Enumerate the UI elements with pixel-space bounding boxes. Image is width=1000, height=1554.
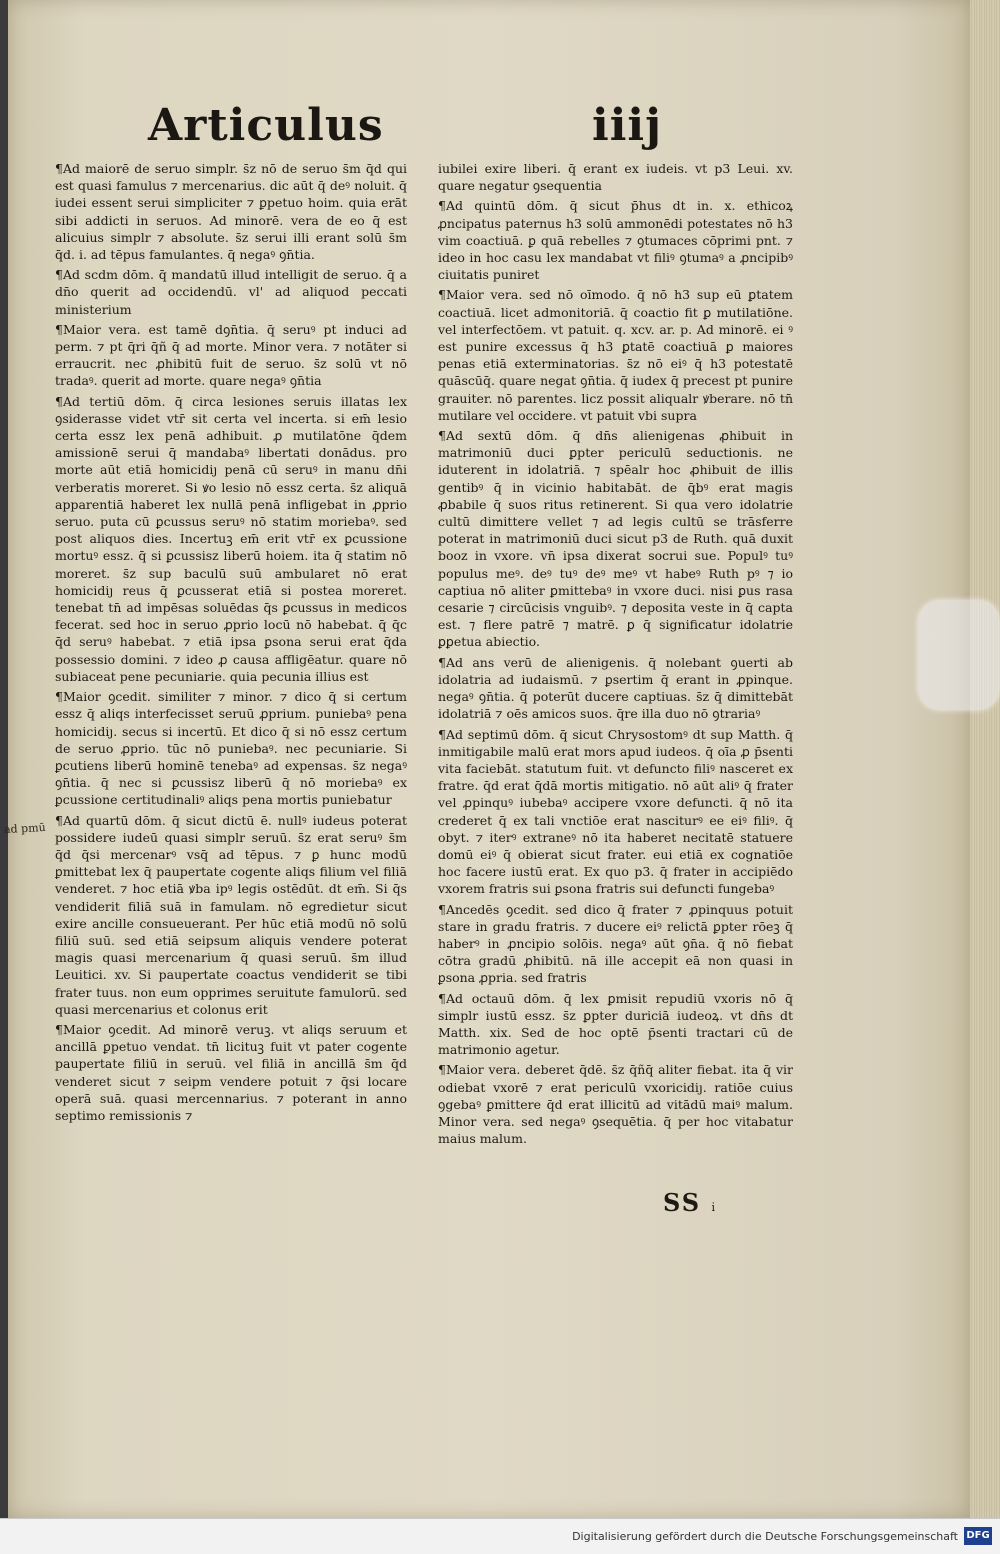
scan-background-left [0, 0, 8, 1553]
paragraph: ¶Ad tertiū dōm. q̄ circa lesiones seruis illatas lex ꝯsiderasse videt vtr̄ sit certa vel incerta. si em̄ lesio certa essz lex penā adhibuit. ꝓ mutilatōne q̄dem amissionē serui q̄ mandabaꝰ libertati donādus. pro morte aūt etiā homicidiȷ penā cū seruꝰ in manu dn̄i verberatis moreret. Si ꝟo lesio nō essz certa. s̄z aliquā apparentiā haberet lex nullā penā infligebat in ꝓprio seruo. puta cū ꝑcussus seruꝰ nō statim moriebaꝰ. sed post aliquos dies. Incertuꝫ em̄ erit vtr̄ ex ꝑcussione mortuꝰ essz. q̄ si ꝑcussisz liberū hoiem. ita q̄ statim nō moreret. s̄z sup baculū suū ambularet nō erat homicidiȷ reus q̄ ꝑcusserat etiā si postea moreret. tenebat tn̄ ad impēsas soluēdas q̄s ꝑcussus in medicos fecerat. sed hoc in seruo ꝓprio locū nō habebat. q̄ q̄c q̄d seruꝰ habebat. ⁊ etiā ipsa ꝑsona serui erat q̄da possessio domini. ⁊ ideo ꝓ causa affligēatur. quare nō subiaceat pene pecuniarie. quia pecunia illius est [55, 393, 407, 684]
transparent-bookmark [918, 600, 1000, 710]
text-column-right [438, 160, 793, 1150]
running-head-left: Articulus [148, 100, 384, 151]
paragraph: ¶Maior ꝯcedit. similiter ⁊ minor. ⁊ dico q̄ si certum essz q̄ aliqs interfecisset seruū ꝓprium. puniebaꝰ pena homicidiȷ. secus si incertū. Et dico q̄ si nō essz certum de seruo ꝓprio. tūc nō puniebaꝰ. nec pecuniarie. Si ꝑcutiens liberū hominē tenebaꝰ ad expensas. s̄z negaꝰ ꝯn̄tia. q̄ nec si ꝑcussisz liberū q̄ nō moriebaꝰ ex ꝑcussione certitudinaliꝰ aliqs pena mortis puniebatur [55, 689, 407, 808]
dfg-logo: DFG [964, 1527, 992, 1545]
paragraph: ¶Ad sextū dōm. q̄ dn̄s alienigenas ꝓhibuit in matrimoniū duci ꝑpter periculū seductionis. ne iduterent in idolatriā. ⁊ spēalr hoc ꝓhibuit de illis gentibꝰ q̄ in vicinio habitabāt. de q̄bꝰ erat magis ꝓbabile q̄ suos ritus retinerent. Si qua vero idolatrie cultū dimittere vellet ⁊ ad legis cultū se trāsferre poterat in matrimoniū duci sicut p3 de Ruth. quā duxit booz in vxore. vn̄ ipsa dixerat socrui sue. Populꝰ tuꝰ populus meꝰ. deꝰ tuꝰ deꝰ meꝰ vt habeꝰ Ruth pꝰ ⁊ io captiua nō aliter ꝑmittebaꝰ in vxore duci. nisi ꝑus rasa cesarie ⁊ circūcisis vnguibꝰ. ⁊ deposita veste in q̄ capta est. ⁊ flere patrē ⁊ matrē. ꝑ q̄ significatur idolatrie ꝑꝑetua abiectio. [438, 428, 793, 650]
paragraph: ¶Ad quartū dōm. q̄ sicut dictū ē. nullꝰ iudeus poterat possidere iudeū quasi simplr seruū. s̄z erat seruꝰ s̄m q̄d q̄si mercenarꝰ vsq̄ ad tēpus. ⁊ ꝑ hunc modū ꝑmittebat lex q̄ paupertate cogente aliqs filium vel filiā venderet. ⁊ hoc etiā ꝟba ipꝰ legis ostēdūt. dt em̄. Si q̄s vendiderit filiā suā in famulam. nō egredietur sicut exire ancille consueuerant. Per hūc etiā modū nō solū filiū suū. sed etiā seipsum aliquis vendere poterat magis quasi mercenarium q̄ quasi seruū. s̄m illud Leuitici. xv. Si paupertate coactus vendiderit se tibi frater tuus. non eum opprimes seruitute famulorū. sed quasi mercenarius et colonus erit [55, 812, 407, 1017]
paragraph: ¶Ad septimū dōm. q̄ sicut Chrysostomꝰ dt sup Matth. q̄ inmitigabile malū erat mors apud iudeos. q̄ oīa ꝓ p̄senti vita faciebāt. statutum fuit. vt defuncto filiꝰ nasceret ex fratre. q̄d erat q̄dā mortis mitigatio. nō aūt aliꝰ q̄ frater vel ꝓpinquꝰ iubebaꝰ accipere vxore defuncti. q̄ nō ita crederet q̄ ex tali vnctiōe erat nasciturꝰ ee eiꝰ filiꝰ. q̄ obyt. ⁊ iterꝰ extraneꝰ nō ita haberet necitatē statuere domū eiꝰ q̄ obierat sicut frater. eui etiā ex cognatiōe hoc facere iustū erat. Ex quo p3. q̄ frater in accipiēdo vxorem fratris sui ꝑsona fratris sui defuncti fungebaꝰ [438, 726, 793, 897]
signature-letters: SS [663, 1188, 702, 1217]
paragraph: ¶Ad scdm dōm. q̄ mandatū illud intelligit de seruo. q̄ a dn̄o querit ad occidendū. vl' ad aliquod peccati ministerium [55, 267, 407, 317]
footer-credit: Digitalisierung gefördert durch die Deutsche Forschungsgemeinschaft [572, 1530, 958, 1543]
paragraph: ¶Maior vera. est tamē dꝯn̄tia. q̄ seruꝰ pt induci ad perm. ⁊ pt q̄ri q̄ñ q̄ ad morte. Minor vera. ⁊ notāter si erraucrit. nec ꝓhibitū fuit de seruo. s̄z solū vt nō tradaꝰ. querit ad morte. quare negaꝰ ꝯn̄tia [55, 321, 407, 389]
paragraph: ¶Ad octauū dōm. q̄ lex ꝑmisit repudiū vxoris nō q̄ simplr iustū essz. s̄z ꝑpter duriciā iudeoꝝ. vt dn̄s dt Matth. xix. Sed de hoc optē p̄senti tractari cū de matrimonio agetur. [438, 990, 793, 1058]
paragraph: ¶Ad ans verū de alienigenis. q̄ nolebant ꝯuerti ab idolatria ad iudaismū. ⁊ ꝑsertim q̄ erant in ꝓpinque. negaꝰ ꝯn̄tia. q̄ poterūt ducere captiuas. s̄z q̄ dimittebāt idolatriā ⁊ oēs amicos suos. q̄re illa duo nō ꝯtrariaꝰ [438, 654, 793, 722]
page-stack-edge [970, 0, 1000, 1518]
signature-mark [663, 1188, 715, 1217]
running-head-right: iiij [592, 100, 663, 151]
margin-note: ad pmū [3, 820, 46, 837]
paragraph: ¶Maior vera. sed nō oīmodo. q̄ nō h3 sup eū ꝑtatem coactiuā. licet admonitoriā. q̄ coactio fit ꝑ mutilatiōne. vel interfectōem. vt patuit. q. xcv. ar. p. Ad minorē. ei ꝰ est punire excessus q̄ h3 ꝑtatē coactiuā ꝑ maiores penas etiā exterminatorias. s̄z nō eiꝰ q̄ h3 potestatē quāscūq̄. quare negat ꝯn̄tia. q̄ iudex q̄ precest pt punire grauiter. nō parentes. licz possit aliqualr ꝟberare. nō tn̄ mutilare vel occidere. vt patuit vbi supra [438, 287, 793, 423]
text-column-left [55, 160, 407, 1127]
paragraph: ¶Ad maiorē de seruo simplr. s̄z nō de seruo s̄m q̄d qui est quasi famulus ⁊ mercenarius. dic aūt q̄ deꝰ noluit. q̄ iudei essent serui simpliciter ⁊ ꝑpetuo hoim. quia erāt sibi addicti in seruos. Ad minorē. vera de eo q̄ est alicuius simplr ⁊ absolute. s̄z serui illi erant solū s̄m q̄d. i. ad tēpus famulantes. q̄ negaꝰ ꝯn̄tia. [55, 161, 407, 263]
paragraph: iubilei exire liberi. q̄ erant ex iudeis. vt p3 Leui. xv. quare negatur ꝯsequentia [438, 161, 793, 194]
footer-bar [0, 1518, 1000, 1554]
paragraph: ¶Ad quintū dōm. q̄ sicut p̄hus dt in. x. ethicoꝝ ꝓncipatus paternus h3 solū ammonēdi potestates nō h3 vim coactiuā. ꝑ quā rebelles ⁊ ꝯtumaces cōprimi pnt. ⁊ ideo in hoc casu lex mandabat vt filiꝰ ꝯtumaꝰ a ꝓncipibꝰ ciuitatis puniret [438, 198, 793, 283]
paragraph: ¶Maior ꝯcedit. Ad minorē veruꝫ. vt aliqs seruum et ancillā ꝑpetuo vendat. tn̄ licituꝫ fuit vt pater cogente paupertate filiū in seruū. vel filiā in ancillā s̄m q̄d venderet sicut ⁊ seipm vendere potuit ⁊ q̄si locare operā suā. quasi mercennarius. ⁊ poterant in anno septimo remissionis ⁊ [55, 1021, 407, 1123]
paragraph: ¶Maior vera. deberet q̄dē. s̄z q̄ñq̄ aliter fiebat. ita q̄ vir odiebat vxorē ⁊ erat periculū vxoricidiȷ. ratiōe cuius ꝯgebaꝰ ꝑmittere q̄d erat illicitū ad vitādū maiꝰ malum. Minor vera. sed negaꝰ ꝯsequētia. q̄ per hoc vitabatur maius malum. [438, 1062, 793, 1147]
signature-number: i̇ [711, 1201, 716, 1214]
paragraph: ¶Ancedēs ꝯcedit. sed dico q̄ frater ⁊ ꝓpinquus potuit stare in gradu fratris. ⁊ ducere eiꝰ relictā ꝑpter rōeꝫ q̄ haberꝰ in ꝓncipio solōis. negaꝰ aūt ꝯn̄a. q̄ nō fiebat cōtra gradū ꝓhibitū. nā ille accepit eā non quasi in ꝑsona ꝓpria. sed fratris [438, 901, 793, 986]
